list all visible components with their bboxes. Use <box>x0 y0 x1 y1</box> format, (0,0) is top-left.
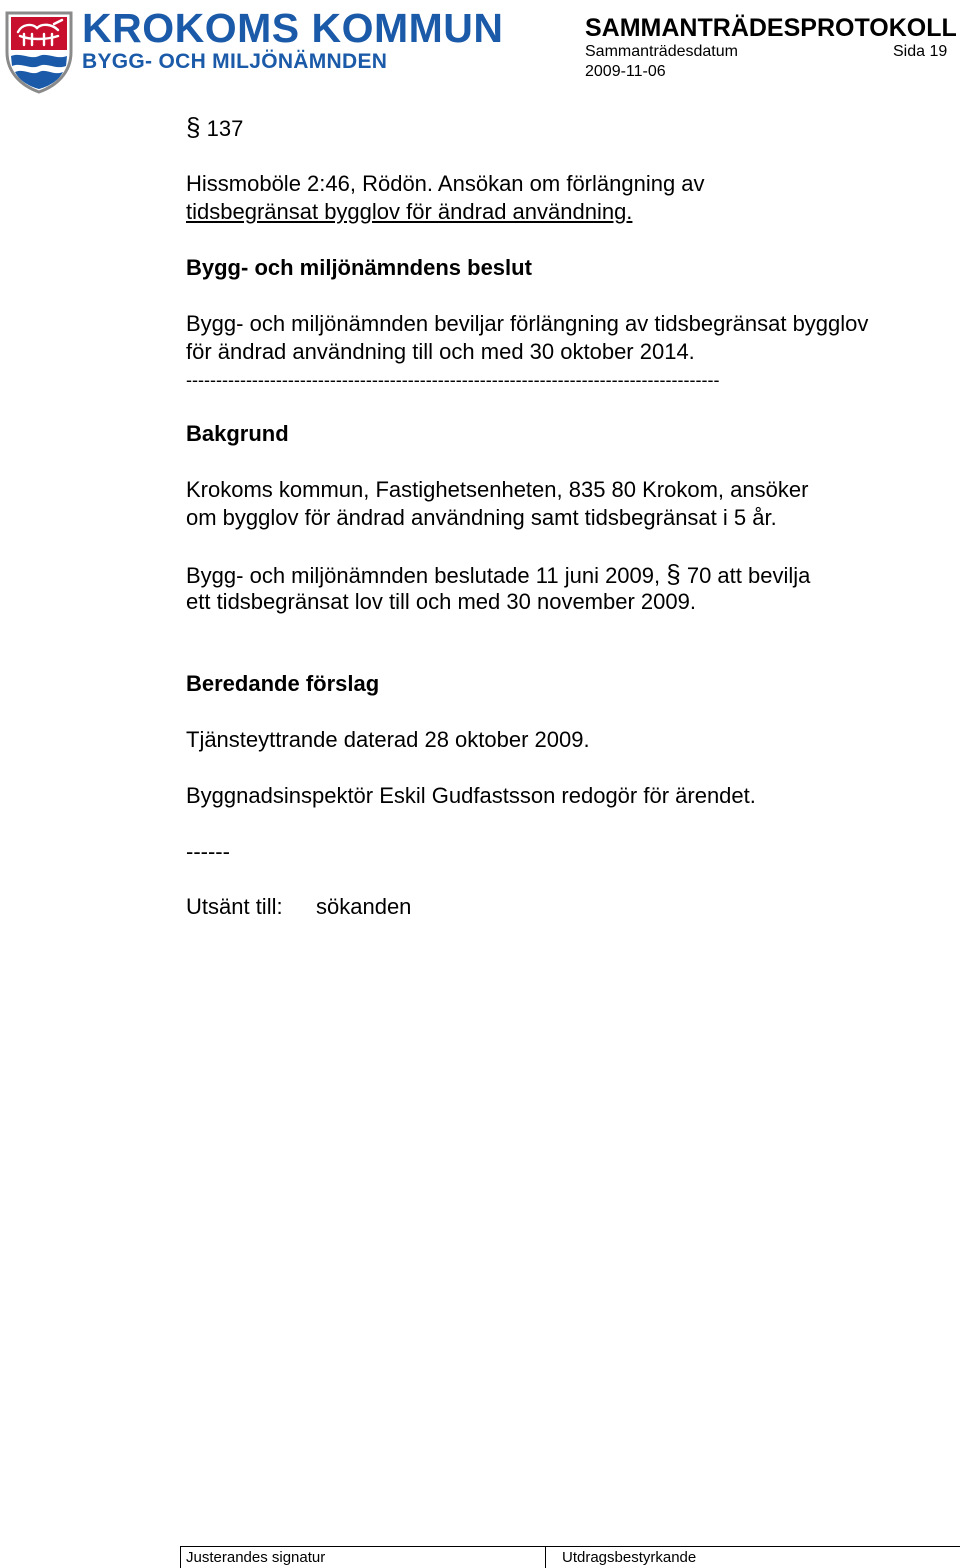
sent-to-label: Utsänt till: <box>186 894 283 919</box>
background-p2-text-a: Bygg- och miljönämnden beslutade 11 juni 2009, <box>186 563 667 588</box>
municipality-logo <box>4 10 74 94</box>
sent-to-value: sökanden <box>316 894 412 919</box>
meeting-date: 2009-11-06 <box>585 63 666 80</box>
meeting-date-label: Sammanträdesdatum <box>585 43 738 60</box>
background-p2-text-b: 70 att bevilja <box>680 563 811 588</box>
item-number <box>186 113 243 143</box>
footer-divider <box>545 1546 546 1568</box>
item-title-line-2: tidsbegränsat bygglov för ändrad användning. <box>186 199 633 224</box>
background-p2-line-2: ett tidsbegränsat lov till och med 30 november 2009. <box>186 589 696 614</box>
background-p2-line-1 <box>186 560 810 590</box>
extract-certification-label: Utdragsbestyrkande <box>562 1549 697 1566</box>
decision-separator: ----------------------------------------------------------------------------------------- <box>186 370 720 390</box>
background-p1-line-2: om bygglov för ändrad användning samt tidsbegränsat i 5 år. <box>186 505 777 530</box>
proposal-heading: Beredande förslag <box>186 671 380 696</box>
background-heading: Bakgrund <box>186 421 289 446</box>
organization-name: KROKOMS KOMMUN <box>82 5 504 51</box>
item-number-value: 137 <box>206 116 244 141</box>
proposal-separator: ------ <box>186 839 230 864</box>
proposal-line-2: Byggnadsinspektör Eskil Gudfastsson redogör för ärendet. <box>186 783 756 808</box>
decision-text-line-1: Bygg- och miljönämnden beviljar förlängning av tidsbegränsat bygglov <box>186 311 869 336</box>
document-type: SAMMANTRÄDESPROTOKOLL <box>585 14 957 42</box>
adjuster-signature-label: Justerandes signatur <box>186 1549 326 1566</box>
organization-department: BYGG- OCH MILJÖNÄMNDEN <box>82 50 388 73</box>
paragraph-symbol: § <box>666 559 681 589</box>
item-title-line-1: Hissmoböle 2:46, Rödön. Ansökan om förlängning av <box>186 171 705 196</box>
background-p1-line-1: Krokoms kommun, Fastighetsenheten, 835 80 Krokom, ansöker <box>186 477 809 502</box>
page-number: Sida 19 <box>893 43 948 60</box>
coat-of-arms-icon <box>4 10 74 94</box>
paragraph-symbol: § <box>186 112 201 142</box>
decision-text-line-2: för ändrad användning till och med 30 oktober 2014. <box>186 339 695 364</box>
decision-heading: Bygg- och miljönämndens beslut <box>186 255 532 280</box>
proposal-line-1: Tjänsteyttrande daterad 28 oktober 2009. <box>186 727 590 752</box>
